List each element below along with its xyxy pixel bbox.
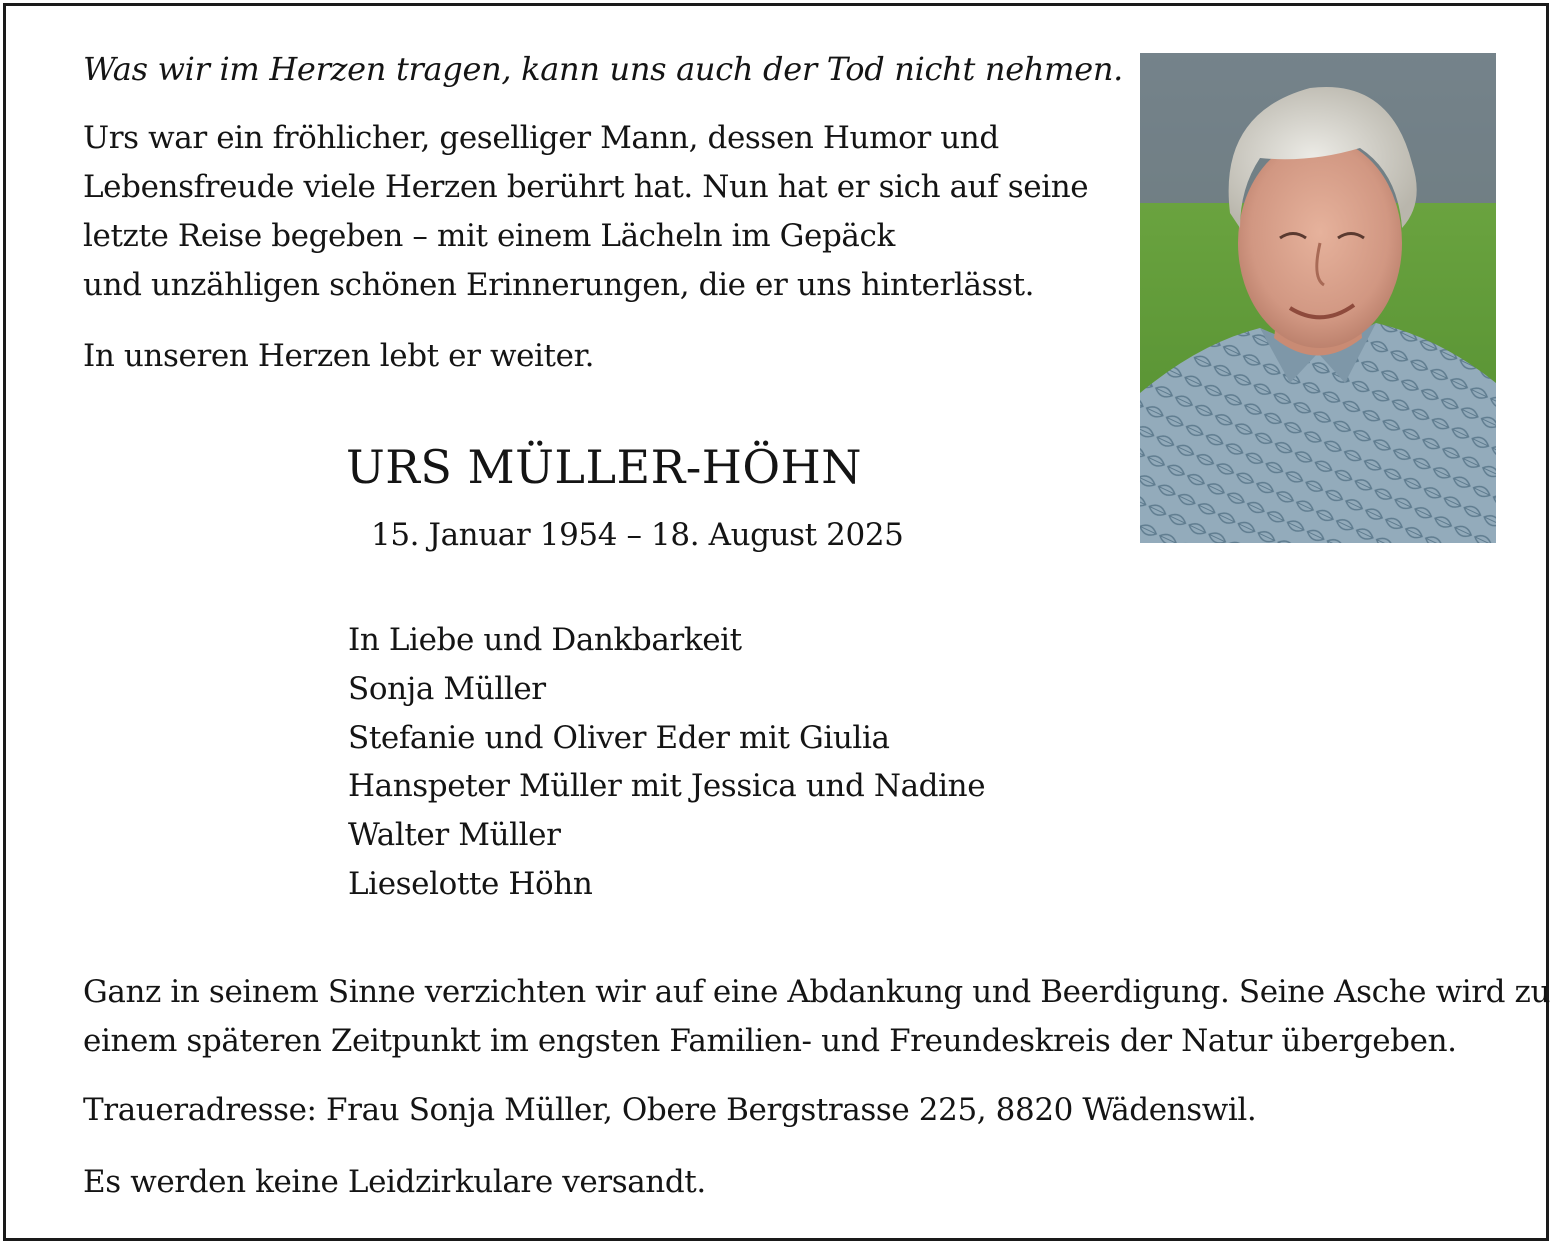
circular-note: Es werden keine Leidzirkulare versandt. (83, 1164, 706, 1200)
funeral-notice (83, 968, 1550, 1066)
intro-line: Urs war ein fröhlicher, geselliger Mann, dessen Humor und (83, 120, 999, 156)
deceased-name: URS MÜLLER-HÖHN (346, 440, 862, 494)
mourner-name: Walter Müller (348, 817, 561, 854)
closing-line: In unseren Herzen lebt er weiter. (83, 338, 595, 374)
portrait-photo (1140, 53, 1496, 543)
shirt (1140, 323, 1496, 543)
mourner-name: Lieselotte Höhn (348, 865, 593, 902)
notice-line: einem späteren Zeitpunkt im engsten Familien- und Freundeskreis der Natur übergeben. (83, 1023, 1457, 1059)
intro-line: letzte Reise begeben – mit einem Lächeln im Gepäck (83, 218, 895, 254)
mourning-address: Traueradresse: Frau Sonja Müller, Obere Bergstrasse 225, 8820 Wädenswil. (83, 1092, 1257, 1128)
mourner-name: Stefanie und Oliver Eder mit Giulia (348, 719, 890, 756)
notice-line: Ganz in seinem Sinne verzichten wir auf eine Abdankung und Beerdigung. Seine Asche wird zu (83, 974, 1551, 1010)
intro-line: Lebensfreude viele Herzen berührt hat. Nun hat er sich auf seine (83, 169, 1089, 205)
mourner-name: Hanspeter Müller mit Jessica und Nadine (348, 768, 986, 805)
motto-quote: Was wir im Herzen tragen, kann uns auch der Tod nicht nehmen. (83, 50, 1124, 88)
life-dates: 15. Januar 1954 – 18. August 2025 (371, 517, 904, 553)
intro-paragraph (83, 114, 1088, 310)
mourners-heading: In Liebe und Dankbarkeit (348, 622, 742, 658)
intro-line: und unzähligen schönen Erinnerungen, die er uns hinterlässt. (83, 267, 1035, 303)
mourners-list (348, 616, 985, 909)
mourner-name: Sonja Müller (348, 670, 546, 707)
